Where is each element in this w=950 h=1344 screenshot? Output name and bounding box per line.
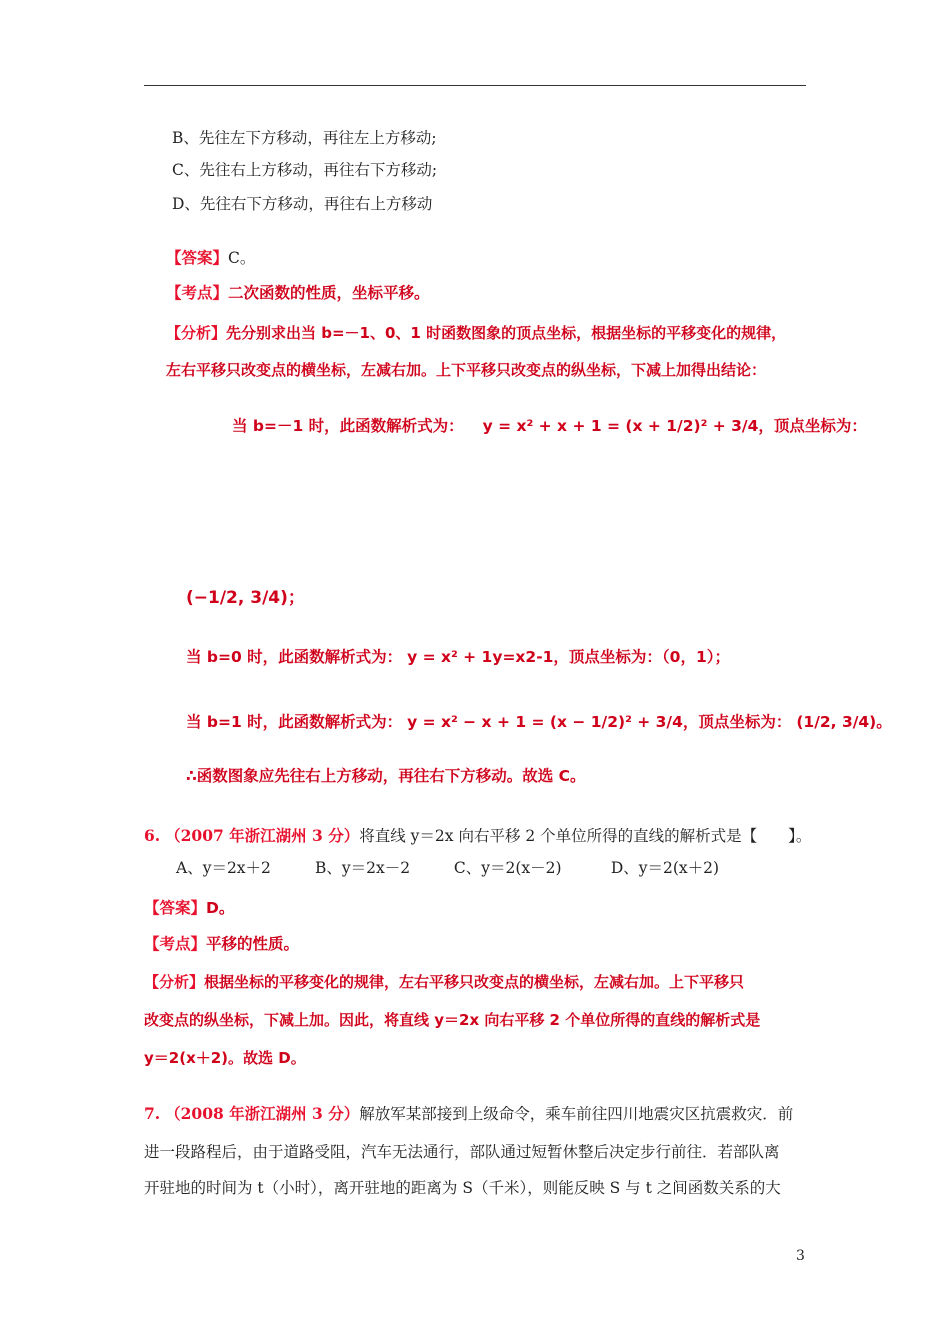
q5-option-b: B、先往左下方移动，再往左上方移动; bbox=[172, 129, 437, 147]
case1-vertex: (−1/2, 3/4) bbox=[186, 588, 288, 608]
case1-text: 当 b=－1 时，此函数解析式为： bbox=[232, 417, 464, 435]
fenxi-label: 【分析】 bbox=[144, 973, 205, 991]
fenxi-label: 【分析】 bbox=[166, 324, 227, 342]
q6-option-c: C、y＝2(x－2) bbox=[453, 859, 562, 877]
q5-case2 bbox=[186, 647, 730, 667]
case3-text: 当 b=1 时，此函数解析式为： bbox=[186, 713, 403, 731]
case3-tail: ，顶点坐标为： bbox=[682, 713, 792, 731]
q5-kaodian bbox=[166, 283, 430, 303]
q6-fenxi-line3: y＝2(x＋2)。故选 D。 bbox=[144, 1049, 306, 1067]
kaodian-value: 二次函数的性质，坐标平移。 bbox=[228, 284, 430, 302]
q5-fenxi-line1 bbox=[166, 323, 786, 343]
case1-vertex-tail: ； bbox=[287, 588, 305, 608]
q5-option-c: C、先往右上方移动，再往右下方移动; bbox=[172, 161, 438, 179]
q5-answer bbox=[166, 248, 255, 268]
q5-conclusion: ∴函数图象应先往右上方移动，再往右下方移动。故选 C。 bbox=[186, 767, 586, 785]
answer-value: C。 bbox=[228, 249, 256, 267]
case3-vertex-tail: 。 bbox=[876, 713, 892, 731]
kaodian-label: 【考点】 bbox=[144, 934, 207, 953]
q7-number: 7. bbox=[144, 1104, 161, 1123]
q6-answer bbox=[144, 898, 234, 918]
q7-line1 bbox=[144, 1104, 793, 1124]
q5-case3 bbox=[186, 712, 892, 732]
q6-option-d: D、y＝2(x＋2) bbox=[610, 859, 720, 877]
header-rule bbox=[144, 85, 806, 86]
q6-options bbox=[176, 858, 719, 878]
q7-source: （2008 年浙江湖州 3 分） bbox=[165, 1104, 360, 1123]
case1-tail: ，顶点坐标为： bbox=[758, 417, 867, 435]
q6-number: 6. bbox=[144, 826, 161, 845]
case2-text: 当 b=0 时，此函数解析式为： bbox=[186, 648, 403, 666]
q6-option-b: B、y＝2x－2 bbox=[314, 859, 411, 877]
case3-formula: y = x² − x + 1 = (x − 1/2)² + 3/4 bbox=[407, 713, 683, 731]
q5-case1 bbox=[232, 416, 867, 436]
fenxi-text: 先分别求出当 b=－1、0、1 时函数图象的顶点坐标，根据坐标的平移变化的规律， bbox=[226, 324, 787, 342]
q7-text: 解放军某部接到上级命令，乘车前往四川地震灾区抗震救灾．前 bbox=[359, 1105, 794, 1123]
q6-source: （2007 年浙江湖州 3 分） bbox=[165, 826, 360, 845]
page-number: 3 bbox=[796, 1248, 805, 1264]
q6-kaodian bbox=[144, 934, 299, 954]
q6-stem-text: 将直线 y＝2x 向右平移 2 个单位所得的直线的解析式是【 】。 bbox=[359, 827, 812, 845]
q7-line3: 开驻地的时间为 t（小时），离开驻地的距离为 S（千米），则能反映 S 与 t 之间函数关系的大 bbox=[144, 1179, 781, 1197]
q5-option-d: D、先往右下方移动，再往右上方移动 bbox=[172, 195, 433, 213]
answer-label: 【答案】 bbox=[166, 248, 229, 267]
answer-label: 【答案】 bbox=[144, 898, 207, 917]
q7-line2: 进一段路程后，由于道路受阻，汽车无法通行，部队通过短暂休整后决定步行前往．若部队离 bbox=[144, 1143, 780, 1161]
case2-formula: y = x² + 1y=x2-1，顶点坐标为：（0，1）； bbox=[407, 648, 731, 666]
q5-case1-vertex bbox=[186, 588, 305, 608]
case1-formula: y = x² + x + 1 = (x + 1/2)² + 3/4 bbox=[482, 417, 759, 435]
case3-vertex: (1/2, 3/4) bbox=[796, 713, 877, 731]
kaodian-label: 【考点】 bbox=[166, 283, 229, 302]
q6-stem bbox=[144, 826, 811, 846]
fenxi-text: 根据坐标的平移变化的规律，左右平移只改变点的横坐标，左减右加。上下平移只 bbox=[204, 973, 745, 991]
q6-option-a: A、y＝2x＋2 bbox=[176, 859, 271, 877]
q6-fenxi-line1 bbox=[144, 972, 744, 992]
answer-value: D。 bbox=[206, 899, 235, 917]
kaodian-value: 平移的性质。 bbox=[206, 935, 300, 953]
q5-fenxi-line2: 左右平移只改变点的横坐标，左减右加。上下平移只改变点的纵坐标，下减上加得出结论： bbox=[166, 361, 767, 379]
q6-fenxi-line2: 改变点的纵坐标，下减上加。因此，将直线 y＝2x 向右平移 2 个单位所得的直线的解析式是 bbox=[144, 1011, 761, 1029]
